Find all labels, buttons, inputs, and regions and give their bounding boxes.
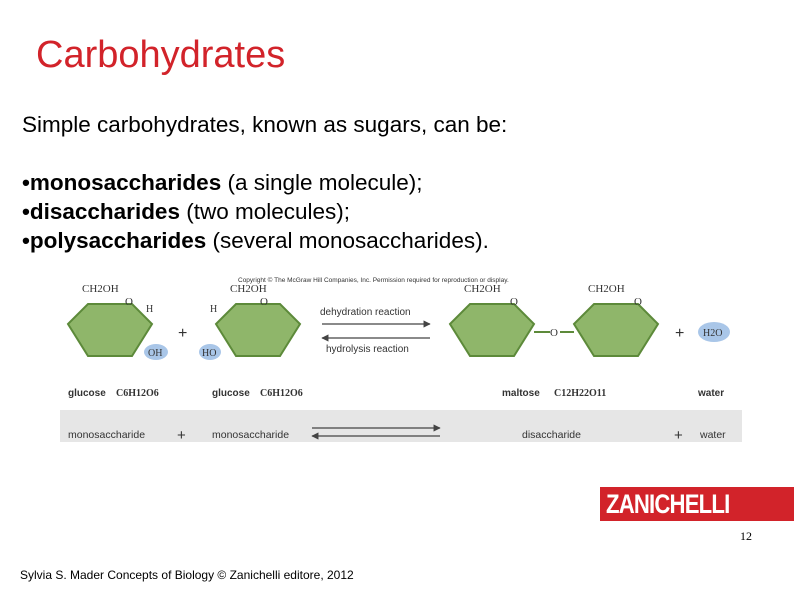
monosaccharide-label: monosaccharide	[68, 429, 146, 441]
hexagon-shape	[68, 304, 152, 356]
bullet-rest: (a single molecule);	[221, 170, 423, 195]
disaccharide-label: disaccharide	[522, 429, 581, 441]
bullet-term: •polysaccharides	[22, 228, 207, 253]
glucose-formula: C6H12O6	[260, 388, 303, 399]
ch2oh-label: CH2OH	[464, 283, 501, 295]
page-number: 12	[740, 529, 752, 543]
bullet-disaccharides	[22, 197, 507, 226]
plus-sign: +	[675, 325, 685, 342]
plus-sign: +	[177, 427, 186, 444]
water-name: water	[698, 388, 725, 399]
maltose-molecule	[450, 283, 658, 356]
bullet-rest: (several monosaccharides).	[206, 228, 489, 253]
bridge-oxygen-label: O	[550, 327, 558, 339]
hydrogen-label: H	[210, 304, 218, 315]
hexagon-shape	[574, 304, 658, 356]
ch2oh-label: CH2OH	[588, 283, 625, 295]
maltose-formula: C12H22O11	[554, 388, 607, 399]
bullet-rest: (two molecules);	[179, 199, 351, 224]
glucose-ring-right	[199, 283, 300, 360]
glucose-name: glucose	[212, 388, 250, 399]
slide-body	[22, 110, 507, 255]
bullet-polysaccharides	[22, 226, 507, 255]
bullet-monosaccharides	[22, 168, 507, 197]
oxygen-label: O	[125, 296, 133, 308]
equation-band	[60, 410, 742, 442]
hydrolysis-label: hydrolysis reaction	[326, 344, 409, 355]
slide-title: Carbohydrates	[36, 34, 286, 76]
monosaccharide-label: monosaccharide	[212, 429, 290, 441]
water-label: water	[700, 429, 726, 441]
oxygen-label: O	[634, 296, 642, 308]
hexagon-shape	[450, 304, 534, 356]
oxygen-label: O	[510, 296, 518, 308]
ch2oh-label: CH2OH	[230, 283, 267, 295]
figure-copyright: Copyright © The McGraw Hill Companies, Inc. Permission required for reproduction or display.	[238, 277, 509, 284]
hydrogen-label: H	[146, 304, 154, 315]
dehydration-figure	[50, 272, 746, 458]
hexagon-shape	[216, 304, 300, 356]
water-formula: H2O	[703, 328, 723, 339]
plus-sign: +	[178, 325, 188, 342]
oxygen-label: O	[260, 296, 268, 308]
footer-credit: Sylvia S. Mader Concepts of Biology © Zanichelli editore, 2012	[20, 568, 354, 582]
maltose-name: maltose	[502, 388, 540, 399]
plus-sign: +	[674, 427, 683, 444]
dehydration-label: dehydration reaction	[320, 307, 411, 318]
intro-text: Simple carbohydrates, known as sugars, can be:	[22, 112, 508, 137]
ho-label: HO	[202, 348, 217, 359]
zanichelli-logo	[600, 487, 794, 521]
glucose-ring-left	[68, 283, 168, 360]
bullet-term: •disaccharides	[22, 199, 180, 224]
bullet-term: •monosaccharides	[22, 170, 222, 195]
glucose-name: glucose	[68, 388, 106, 399]
glucose-formula: C6H12O6	[116, 388, 159, 399]
ch2oh-label: CH2OH	[82, 283, 119, 295]
logo-text: ZANICHELLI	[606, 489, 730, 519]
oh-label: OH	[148, 348, 163, 359]
